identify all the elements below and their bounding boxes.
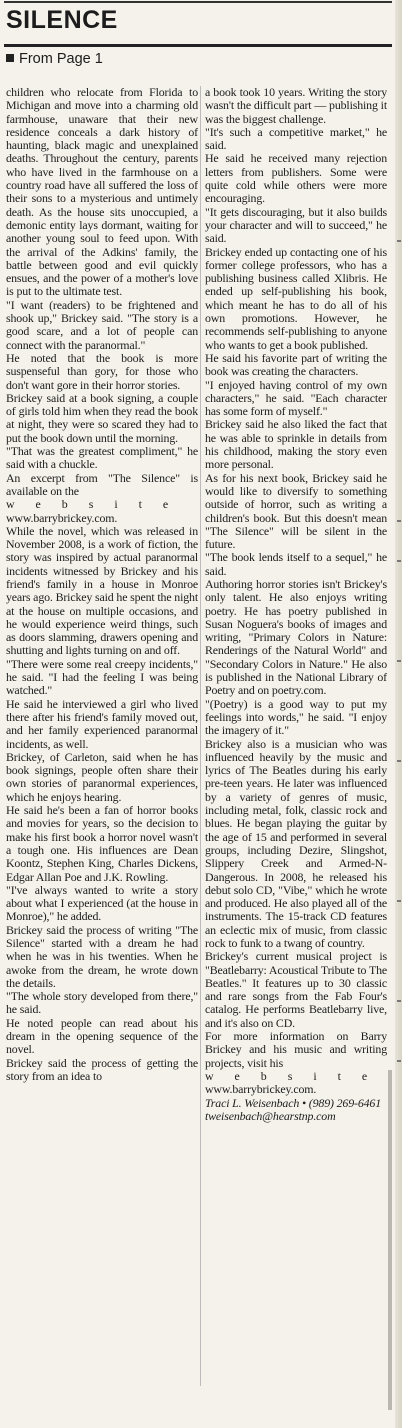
text-fragment <box>397 760 401 762</box>
paragraph: He said he's been a fan of horror books and movies for years, so the decision to make his first book a horror novel wasn't a tough one. His influences are Dean Koontz, Stephen King, Charles Dickens, Edgar Allan Poe and J.K. Rowling. <box>6 803 198 884</box>
column-divider <box>200 86 201 1386</box>
paragraph: "I've always wanted to write a story about what I experienced (at the house in Monroe)," he added. <box>6 882 198 924</box>
section-title: SILENCE <box>6 6 118 34</box>
paragraph: He noted people can read about his dream in the opening sequence of the novel. <box>6 1015 198 1057</box>
paragraph: "The whole story developed from there," he said. <box>6 989 198 1017</box>
paragraph: www.barrybrickey.com. <box>205 1082 317 1097</box>
text-fragment <box>397 560 401 562</box>
paragraph: He said he received many rejection letters from publishers. Some were quite cold while others were more encouraging. <box>205 151 387 206</box>
text-fragment <box>397 1060 401 1062</box>
paragraph: Brickey, of Carleton, said when he has book signings, people often share their own stories of paranormal experiences, which he enjoys hearing. <box>6 749 198 804</box>
paragraph: www.barrybrickey.com. <box>6 510 118 525</box>
paragraph: While the novel, which was released in November 2008, is a work of fiction, the story was inspired by actual paranormal incidents witnessed by Brickey and his friend's family in a house in Monroe years ago. Brickey said he spent the night at the house on multiple occasions, and he would experience weird things, such as doors slamming, drawers opening and shutting and lights turning on and off. <box>6 523 198 658</box>
paragraph: children who relocate from Florida to Michigan and move into a charming old farmhouse, unaware that their new residence conceals a dark history of haunting, black magic and unexplained deaths. Throughout the century, parents who have lived in the farmhouse on a country road have all suffered the loss of their sons to a mysterious and untimely death. As the house sits unoccupied, a demonic entity lays dormant, waiting for another young soul to feed upon. With the arrival of the Adkins' family, the battle between good and evil quickly ensues, and the power of a mother's love is put to the ultimate test. <box>6 86 198 299</box>
text-fragment <box>397 900 401 902</box>
paragraph: For more information on Barry Brickey and his music and writing projects, visit his <box>205 1029 387 1070</box>
article-column-2 <box>205 86 387 1416</box>
adjacent-column-edge <box>388 1070 392 1410</box>
byline-email <box>205 1110 387 1123</box>
text-fragment <box>397 660 401 662</box>
square-bullet-icon <box>6 54 14 62</box>
paragraph: Brickey ended up contacting one of his former college professors, who has a publishing business called Xlibris. He ended up self-publishing his book, which meant he has to do all of his own promotions. However, he recommends self-publishing to anyone who wants to get a book published. <box>205 244 387 352</box>
byline <box>205 1097 387 1110</box>
kicker-label: From Page 1 <box>19 51 103 67</box>
paragraph: Brickey said he also liked the fact that he was able to sprinkle in details from his childhood, making the story even more personal. <box>205 417 387 472</box>
paragraph: Brickey also is a musician who was influenced heavily by the music and lyrics of The Beatles during his early pre-teen years. He later was influenced by a variety of genres of music, including metal, folk, classic rock and blues. He began playing the guitar by the age of 15 and performed in several groups, including Dezire, Slingshot, Slippery Creek and Armed-N-Dangerous. In 2008, he released his debut solo CD, "Vibe," which he wrote and produced. He also played all of the instruments. The 15-track CD features an eclectic mix of music, from classic rock to funk to a twang of country. <box>205 736 387 950</box>
paragraph: Brickey said the process of getting the story from an idea to <box>6 1055 198 1083</box>
paragraph: He said he interviewed a girl who lived there after his friend's family moved out, and her family experienced paranormal incidents, as well. <box>6 696 198 751</box>
text-fragment <box>397 520 401 522</box>
email-text: tweisenbach@hearstnp.com <box>205 1108 336 1123</box>
paragraph: w e b s i t e <box>205 1068 377 1083</box>
paragraph: Brickey said the process of writing "The Silence" started with a dream he had when he was in his twenties. When he awoke from the dream, he wrote down the details. <box>6 922 198 990</box>
top-rule <box>4 1 392 3</box>
paragraph: "It's such a competitive market," he said. <box>205 124 387 153</box>
paragraph: "It gets discouraging, but it also builds your character and will to succeed," he said. <box>205 204 387 246</box>
paragraph: "There were some real creepy incidents," he said. "I had the feeling I was being watched." <box>6 656 198 698</box>
paragraph: He said his favorite part of writing the book was creating the characters. <box>205 350 387 379</box>
text-fragment <box>397 1000 401 1002</box>
header-rule <box>4 44 392 47</box>
text-fragment <box>397 240 401 242</box>
paragraph: An excerpt from "The Silence" is available on the <box>6 470 198 498</box>
paragraph: He noted that the book is more suspenseful than gory, for those who don't want gore in their horror stories. <box>6 350 198 392</box>
page-edge <box>395 0 402 1428</box>
paragraph: "I want (readers) to be frightened and shook up," Brickey said. "The story is a good scare, and a lot of people can connect with the paranormal." <box>6 297 198 352</box>
paragraph: a book took 10 years. Writing the story wasn't the difficult part — publishing it was the biggest challenge. <box>205 86 387 126</box>
paragraph: "I enjoyed having control of my own characters," he said. "Each character has some form of myself." <box>205 377 387 419</box>
paragraph: Authoring horror stories isn't Brickey's only talent. He also enjoys writing poetry. He has poetry published in Susan Noguera's books of images and writing, "Primary Colors in Nature: Renderings of the Natural World" and "Secondary Colors in Nature." He also is published in the National Library of Poetry and on poetry.com. <box>205 576 387 698</box>
byline-text: Traci L. Weisenbach • (989) 269-6461 <box>205 1095 382 1110</box>
paragraph: "That was the greatest compliment," he said with a chuckle. <box>6 444 198 472</box>
paragraph: As for his next book, Brickey said he would like to diversify to something outside of horror, such as writing a children's book. But this doesn't mean "The Silence" will be silent in the future. <box>205 470 387 552</box>
kicker <box>6 50 103 68</box>
paragraph: Brickey said at a book signing, a couple of girls told him when they read the book at night, they were so scared they had to put the book down until the morning. <box>6 390 198 445</box>
paragraph: "The book lends itself to a sequel," he said. <box>205 550 387 578</box>
paragraph: "(Poetry) is a good way to put my feelings into words," he said. "I enjoy the imagery of it." <box>205 696 387 738</box>
paragraph: w e b s i t e <box>6 497 178 512</box>
article-column-1 <box>6 86 198 1416</box>
paragraph: Brickey's current musical project is "Beatlebarry: Acoustical Tribute to The Beatles." It features up to 30 classic and rare songs from the Fab Four's catalog. He performs Beatlebarry live, and it's also on CD. <box>205 949 387 1030</box>
